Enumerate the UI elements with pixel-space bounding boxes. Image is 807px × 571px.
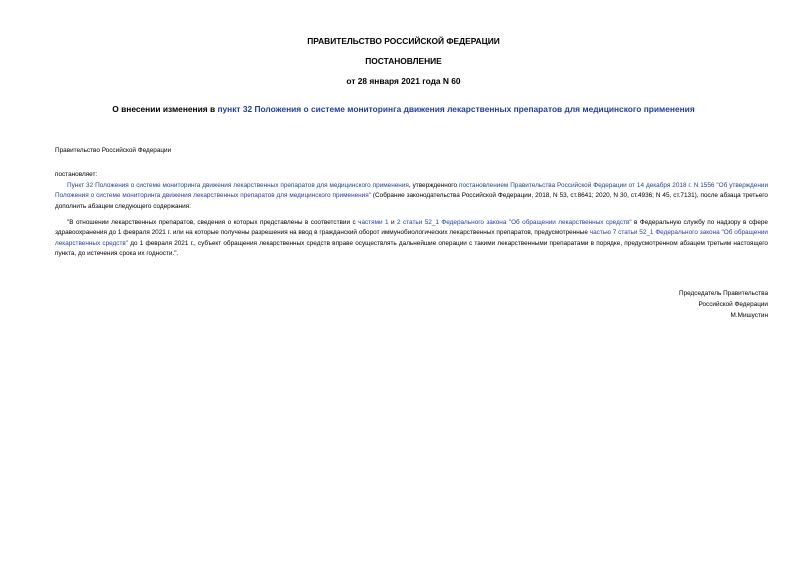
paragraph-text: до 1 февраля 2021 г., субъект обращения лекарственных средств вправе осуществлять дальнейшие операции с такими лекарственными препаратами в порядке, предусмотренном абзацем третьим настоящего пункта, до истечения срока их годности.". [55,239,768,258]
signatory-name: М.Мишустин [730,311,768,319]
signature-block [679,289,768,321]
paragraph-text: и [388,219,398,226]
paragraph-amendment [55,181,768,212]
signatory-position: Председатель Правительства [679,290,768,297]
subject-link[interactable]: пункт 32 Положения о системе мониторинга движения лекарственных препаратов для медицинского применения [217,104,695,114]
part-7-article-52-1-link[interactable]: частью 7 статьи 52_1 Федерального закона "Об обращении лекарственных средств" [55,229,769,247]
paragraph-text: в Федеральную службу по надзору в сфере здравоохранения до 1 февраля 2021 г. или на которые получены разрешения на ввод в гражданский оборот иммунобиологических лекарственных препаратов, предусмотренные [55,219,768,237]
document-subject [0,104,807,114]
paragraph-text: "В отношении лекарственных препаратов, сведения о которых представлены в соответствии с [67,219,359,226]
paragraph-text: (Собрание законодательства Российской Федерации, 2018, N 53, ст.8641; 2020, N 30, ст.4936; N 45, ст.7131), после абзаца третьего дополнить абзацем следующего содержания: [55,192,768,210]
government-label: Правительство Российской Федерации [55,147,172,154]
signatory-country: Российской Федерации [698,300,768,308]
resolves-label: постановляет: [55,171,98,178]
issuer-title: ПРАВИТЕЛЬСТВО РОССИЙСКОЙ ФЕДЕРАЦИИ [307,36,500,46]
paragraph-text: , утвержденного [408,182,459,189]
subject-prefix: О внесении изменения в [112,104,218,114]
paragraph-inserted-text [55,218,768,260]
resolution-1556-link[interactable]: постановлением Правительства Российской Федерации от 14 декабря 2018 г. N 1556 "Об утверждении Положения о системе мониторинга движения лекарственных препаратов для медицинского применения" [55,182,769,200]
part-2-article-52-1-link[interactable]: 2 статьи 52_1 Федерального закона "Об обращении лекарственных средств" [397,219,632,226]
document-date-number: от 28 января 2021 года N 60 [346,76,461,86]
clause-32-link[interactable]: Пункт 32 Положения о системе мониторинга движения лекарственных препаратов для медицинского применения [67,182,409,189]
part-1-link[interactable]: частями 1 [358,219,389,226]
document-type: ПОСТАНОВЛЕНИЕ [365,56,442,66]
